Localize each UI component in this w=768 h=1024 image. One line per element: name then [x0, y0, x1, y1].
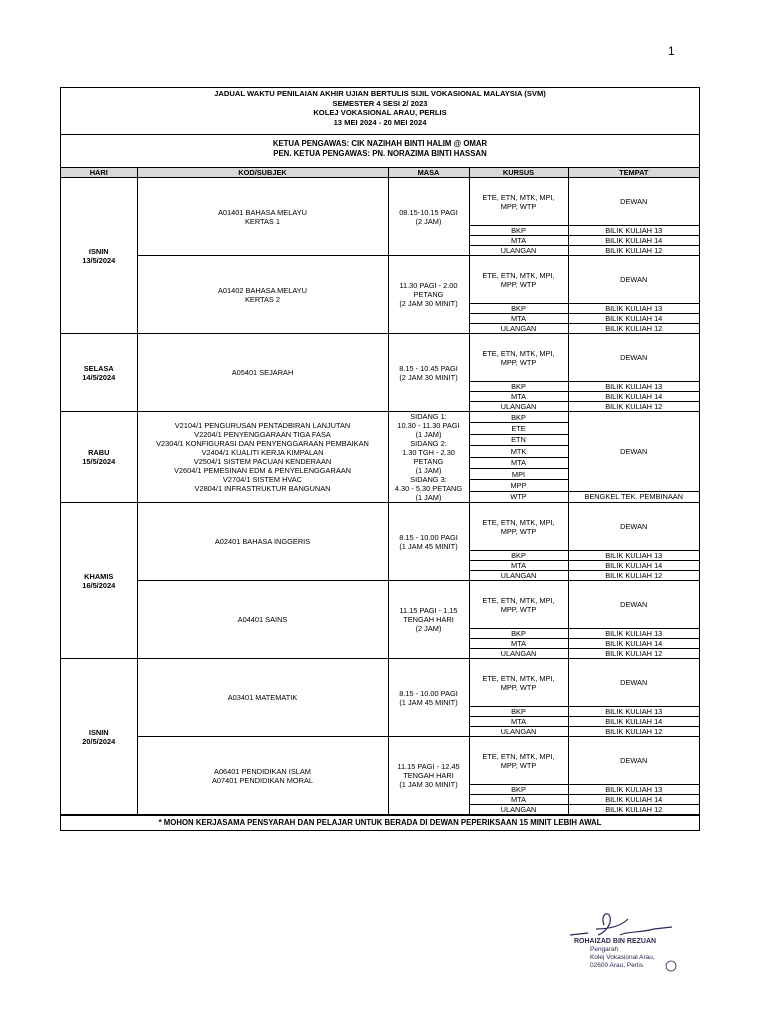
kursus-cell: BKP	[469, 551, 568, 561]
subject-line: A03401 MATEMATIK	[227, 693, 298, 702]
tempat-cell: DEWAN	[568, 659, 699, 707]
time-line: (2 JAM 30 MINIT)	[399, 299, 458, 308]
tempat-cell: DEWAN	[568, 412, 699, 492]
kursus-line: ETE, ETN, MTK, MPI,	[482, 348, 555, 358]
time-line: (1 JAM 30 MINIT)	[399, 780, 458, 789]
day-cell	[61, 659, 137, 815]
subject-line: V2804/1 INFRASTRUKTUR BANGUNAN	[194, 484, 331, 493]
header-line-3: KOLEJ VOKASIONAL ARAU, PERLIS	[313, 108, 447, 117]
day-name: ISNIN	[88, 727, 109, 737]
time-line: SIDANG 2:	[410, 439, 447, 448]
time-line: (1 JAM)	[415, 493, 442, 502]
day-cell	[61, 178, 137, 334]
kursus-cell: BKP	[469, 629, 568, 639]
day-name: ISNIN	[88, 246, 109, 256]
time-line: TENGAH HARI	[403, 615, 454, 624]
assistant-chief-invigilator: PEN. KETUA PENGAWAS: PN. NORAZIMA BINTI HASSAN	[273, 149, 487, 158]
tempat-cell: BILIK KULIAH 13	[568, 707, 699, 717]
kursus-cell: ETN	[469, 434, 568, 445]
time-line: (1 JAM)	[415, 430, 442, 439]
time-line: 8.15 - 10.00 PAGI	[399, 688, 458, 698]
time-cell	[388, 178, 469, 256]
day-name: RABU	[88, 448, 110, 457]
tempat-cell: BILIK KULIAH 13	[568, 551, 699, 561]
tempat-cell: BILIK KULIAH 13	[568, 304, 699, 314]
tempat-cell: DEWAN	[568, 581, 699, 629]
kursus-cell	[469, 256, 568, 304]
day-cell	[61, 334, 137, 412]
time-line: (2 JAM)	[415, 216, 442, 226]
exam-schedule-table	[61, 168, 699, 815]
kursus-cell: BKP	[469, 382, 568, 392]
kursus-cell: MTA	[469, 457, 568, 468]
tempat-cell: BILIK KULIAH 13	[568, 226, 699, 236]
signatory-title: Pengarah	[590, 946, 619, 953]
kursus-cell: ULANGAN	[469, 805, 568, 815]
time-cell	[388, 737, 469, 815]
column-header-kursus: KURSUS	[469, 168, 568, 178]
subject-cell	[137, 737, 388, 815]
kursus-line: ETE, ETN, MTK, MPI,	[482, 673, 555, 683]
time-cell	[388, 334, 469, 412]
kursus-line: MPP, WTP	[500, 357, 537, 367]
signatory-address: 02600 Arau, Perlis	[590, 962, 644, 969]
kursus-cell: BKP	[469, 412, 568, 423]
signatory-org: Kolej Vokasional Arau,	[590, 954, 655, 961]
subject-line: V2204/1 PENYENGGARAAN TIGA FASA	[194, 430, 331, 439]
kursus-cell: BKP	[469, 304, 568, 314]
time-line: PETANG	[413, 457, 444, 466]
time-cell	[388, 412, 469, 503]
day-date: 15/5/2024	[82, 457, 116, 466]
kursus-cell	[469, 334, 568, 382]
time-line: SIDANG 1:	[410, 412, 447, 421]
tempat-cell: BILIK KULIAH 12	[568, 649, 699, 659]
tempat-cell: BENGKEL TEK. PEMBINAAN	[568, 491, 699, 502]
tempat-cell: BILIK KULIAH 12	[568, 805, 699, 815]
subject-cell	[137, 256, 388, 334]
subject-line: A07401 PENDIDIKAN MORAL	[211, 775, 314, 785]
subject-line: A05401 SEJARAH	[231, 368, 294, 377]
kursus-line: ETE, ETN, MTK, MPI,	[482, 192, 555, 202]
tempat-cell: DEWAN	[568, 503, 699, 551]
time-cell	[388, 659, 469, 737]
day-date: 13/5/2024	[82, 255, 116, 265]
kursus-line: MPP, WTP	[500, 760, 537, 770]
time-line: (2 JAM 30 MINIT)	[399, 372, 458, 382]
time-line: 8.15 - 10.00 PAGI	[399, 532, 458, 542]
header-line-4: 13 MEI 2024 - 20 MEI 2024	[333, 117, 427, 127]
time-line: 11.30 PAGI - 2.00	[399, 281, 458, 290]
tempat-cell: BILIK KULIAH 14	[568, 392, 699, 402]
subject-cell	[137, 412, 388, 503]
subject-line: A06401 PENDIDIKAN ISLAM	[214, 766, 311, 776]
kursus-line: ETE, ETN, MTK, MPI,	[482, 595, 555, 605]
time-line: 8.15 - 10.45 PAGI	[399, 363, 458, 373]
day-name: SELASA	[83, 363, 114, 373]
chief-invigilator: KETUA PENGAWAS: CIK NAZIHAH BINTI HALIM @ OMAR	[272, 139, 488, 148]
time-cell	[388, 581, 469, 659]
signatory-name: ROHAIZAD BIN REZUAN	[574, 938, 657, 945]
time-line: TENGAH HARI	[403, 771, 454, 780]
kursus-cell: ULANGAN	[469, 402, 568, 412]
column-header-kodsubjek: KOD/SUBJEK	[137, 168, 388, 178]
tempat-cell: BILIK KULIAH 14	[568, 795, 699, 805]
subject-line: V2604/1 PEMESINAN EDM & PENYELENGGARAAN	[173, 466, 352, 475]
tempat-cell: DEWAN	[568, 334, 699, 382]
footer-note: * MOHON KERJASAMA PENSYARAH DAN PELAJAR UNTUK BERADA DI DEWAN PEPERIKSAAN 15 MINIT LEBIH AWAL	[61, 815, 699, 830]
tempat-cell: BILIK KULIAH 12	[568, 246, 699, 256]
time-line: 10.30 - 11.30 PAGI	[397, 421, 460, 430]
subject-cell	[137, 659, 388, 737]
kursus-cell: MTA	[469, 717, 568, 727]
tempat-cell: BILIK KULIAH 13	[568, 629, 699, 639]
time-line: (1 JAM 45 MINIT)	[399, 541, 458, 551]
kursus-line: ETE, ETN, MTK, MPI,	[482, 270, 555, 280]
time-cell	[388, 256, 469, 334]
kursus-cell: MTK	[469, 446, 568, 457]
subject-line: KERTAS 2	[244, 294, 281, 304]
kursus-line: ETE, ETN, MTK, MPI,	[482, 751, 555, 761]
kursus-line: MPP, WTP	[500, 682, 537, 692]
kursus-line: ETE, ETN, MTK, MPI,	[482, 517, 555, 527]
tempat-cell: BILIK KULIAH 12	[568, 402, 699, 412]
kursus-line: MPP, WTP	[500, 201, 537, 211]
tempat-cell: BILIK KULIAH 14	[568, 639, 699, 649]
kursus-cell: ETE	[469, 423, 568, 434]
header-line-2: SEMESTER 4 SESI 2/ 2023	[332, 98, 428, 108]
kursus-cell	[469, 659, 568, 707]
kursus-cell: MTA	[469, 795, 568, 805]
subject-cell	[137, 581, 388, 659]
subject-line: V2704/1 SISTEM HVAC	[222, 475, 303, 484]
time-line: (2 JAM)	[415, 624, 442, 633]
subject-cell	[137, 503, 388, 581]
kursus-cell: ULANGAN	[469, 324, 568, 334]
timetable-sheet	[60, 87, 700, 831]
day-date: 16/5/2024	[82, 580, 116, 590]
tempat-cell: DEWAN	[568, 737, 699, 785]
kursus-cell	[469, 737, 568, 785]
kursus-cell	[469, 503, 568, 551]
tempat-cell: BILIK KULIAH 14	[568, 236, 699, 246]
tempat-cell: BILIK KULIAH 13	[568, 382, 699, 392]
tempat-cell: BILIK KULIAH 14	[568, 717, 699, 727]
kursus-cell: MTA	[469, 639, 568, 649]
time-line: 11.15 PAGI - 1.15	[399, 606, 458, 615]
day-name: KHAMIS	[84, 571, 114, 581]
kursus-cell: MPP	[469, 480, 568, 491]
day-date: 14/5/2024	[82, 372, 116, 382]
day-date: 20/5/2024	[82, 736, 116, 746]
subject-cell	[137, 334, 388, 412]
day-cell	[61, 503, 137, 659]
subject-line: V2504/1 SISTEM PACUAN KENDERAAN	[193, 457, 332, 466]
kursus-cell: ULANGAN	[469, 727, 568, 737]
subject-cell	[137, 178, 388, 256]
day-cell	[61, 412, 137, 503]
subject-line: KERTAS 1	[244, 216, 281, 226]
time-line: 08.15-10.15 PAGI	[399, 207, 458, 217]
kursus-line: MPP, WTP	[500, 526, 537, 536]
kursus-line: MPP, WTP	[500, 279, 537, 289]
kursus-cell	[469, 178, 568, 226]
page-number: 1	[668, 44, 675, 58]
time-cell	[388, 503, 469, 581]
invigilator-block	[61, 135, 699, 168]
tempat-cell: BILIK KULIAH 12	[568, 571, 699, 581]
column-header-masa: MASA	[388, 168, 469, 178]
kursus-cell: ULANGAN	[469, 571, 568, 581]
tempat-cell: DEWAN	[568, 178, 699, 226]
kursus-line: MPP, WTP	[500, 604, 537, 614]
time-line: (1 JAM)	[415, 466, 442, 475]
subject-line: V2304/1 KONFIGURASI DAN PENYENGGARAAN PEMBAIKAN	[156, 439, 369, 448]
tempat-cell: BILIK KULIAH 14	[568, 561, 699, 571]
kursus-cell: MPI	[469, 468, 568, 479]
kursus-cell: BKP	[469, 707, 568, 717]
tempat-cell: DEWAN	[568, 256, 699, 304]
time-line: (1 JAM 45 MINIT)	[399, 697, 458, 707]
time-line: 1.30 TGH - 2.30	[402, 448, 455, 457]
signature-block	[574, 938, 656, 970]
kursus-cell: BKP	[469, 226, 568, 236]
kursus-cell: MTA	[469, 236, 568, 246]
kursus-cell: ULANGAN	[469, 246, 568, 256]
column-header-hari: HARI	[61, 168, 137, 178]
subject-line: V2404/1 KUALITI KERJA KIMPALAN	[201, 448, 324, 457]
column-header-tempat: TEMPAT	[568, 168, 699, 178]
tempat-cell: BILIK KULIAH 13	[568, 785, 699, 795]
kursus-cell: MTA	[469, 392, 568, 402]
time-line: PETANG	[413, 290, 444, 299]
time-line: 4.30 - 5.30 PETANG	[394, 484, 463, 493]
tempat-cell: BILIK KULIAH 12	[568, 324, 699, 334]
kursus-cell: BKP	[469, 785, 568, 795]
kursus-cell: ULANGAN	[469, 649, 568, 659]
tempat-cell: BILIK KULIAH 14	[568, 314, 699, 324]
time-line: 11.15 PAGI - 12.45	[397, 762, 460, 771]
subject-line: A01402 BAHASA MELAYU	[217, 285, 307, 295]
subject-line: A04401 SAINS	[237, 615, 288, 624]
document-header	[61, 88, 699, 135]
kursus-cell: WTP	[469, 491, 568, 502]
tempat-cell: BILIK KULIAH 12	[568, 727, 699, 737]
kursus-cell: MTA	[469, 561, 568, 571]
kursus-cell	[469, 581, 568, 629]
subject-line: V2104/1 PENGURUSAN PENTADBIRAN LANJUTAN	[174, 421, 351, 430]
time-line: SIDANG 3:	[410, 475, 447, 484]
subject-line: A01401 BAHASA MELAYU	[217, 207, 307, 217]
subject-line: A02401 BAHASA INGGERIS	[214, 537, 311, 546]
kursus-cell: MTA	[469, 314, 568, 324]
header-line-1: JADUAL WAKTU PENILAIAN AKHIR UJIAN BERTULIS SIJIL VOKASIONAL MALAYSIA (SVM)	[214, 89, 546, 98]
